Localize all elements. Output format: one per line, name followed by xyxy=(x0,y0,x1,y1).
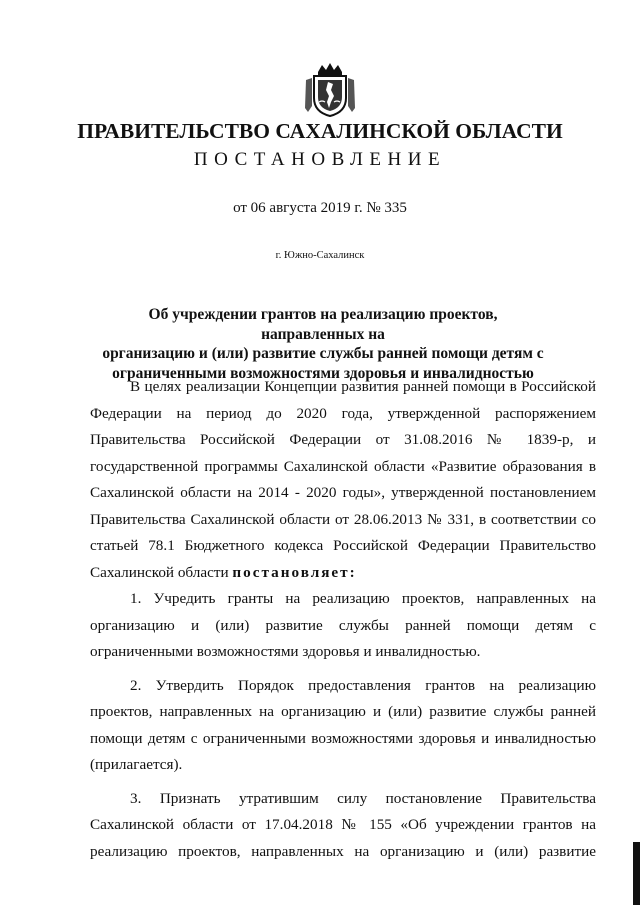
heading-line-2: организацию и (или) развитие службы ранней помощи детям с xyxy=(102,345,544,362)
document-city: г. Южно-Сахалинск xyxy=(275,250,365,261)
item-3-paragraph: 3. Признать утратившим силу постановление Правительства Сахалинской области от 17.04.2018 № 155 «Об учреждении грантов на реализацию проектов, направленных на организацию и (или) развитие xyxy=(90,789,596,860)
heading-line-1: Об учреждении грантов на реализацию проектов, направленных на xyxy=(148,306,498,343)
preamble-paragraph xyxy=(90,374,596,586)
document-type: ПОСТАНОВЛЕНИЕ xyxy=(193,149,447,170)
item-2-paragraph: 2. Утвердить Порядок предоставления грантов на реализацию проектов, направленных на организацию и (или) развитие службы ранней помощи детям с ограниченными возможностями здоровья и инвалидностью (прилагается). xyxy=(90,676,596,773)
coat-of-arms-icon xyxy=(304,62,356,118)
document-date-number: от 06 августа 2019 г. № 335 xyxy=(233,200,407,216)
preamble-text: В целях реализации Концепции развития ранней помощи в Российской Федерации на период до 2020 года, утвержденной распоряжением Правительства Российской Федерации от 31.08.2016 № 1839-р, и государственной программы Сахалинской области «Развитие образования в Сахалинской области на 2014 - 2020 годы», утвержденной постановлением Правительства Сахалинской области от 28.06.2013 № 331, в соответствии со статьей 78.1 Бюджетного кодекса Российской Федерации Правительство Сахалинской области xyxy=(90,378,596,581)
document-body xyxy=(90,374,596,865)
heading-line-3: ограниченными возможностями здоровья и инвалидностью xyxy=(112,364,534,382)
document-heading xyxy=(100,305,546,383)
decree-word: постановляет: xyxy=(232,563,357,581)
item-1-paragraph: 1. Учредить гранты на реализацию проектов, направленных на организацию и (или) развитие службы ранней помощи детям с ограниченными возможностями здоровья и инвалидностью. xyxy=(90,590,596,660)
government-title: ПРАВИТЕЛЬСТВО САХАЛИНСКОЙ ОБЛАСТИ xyxy=(77,119,563,143)
scan-edge-mark xyxy=(633,842,640,905)
